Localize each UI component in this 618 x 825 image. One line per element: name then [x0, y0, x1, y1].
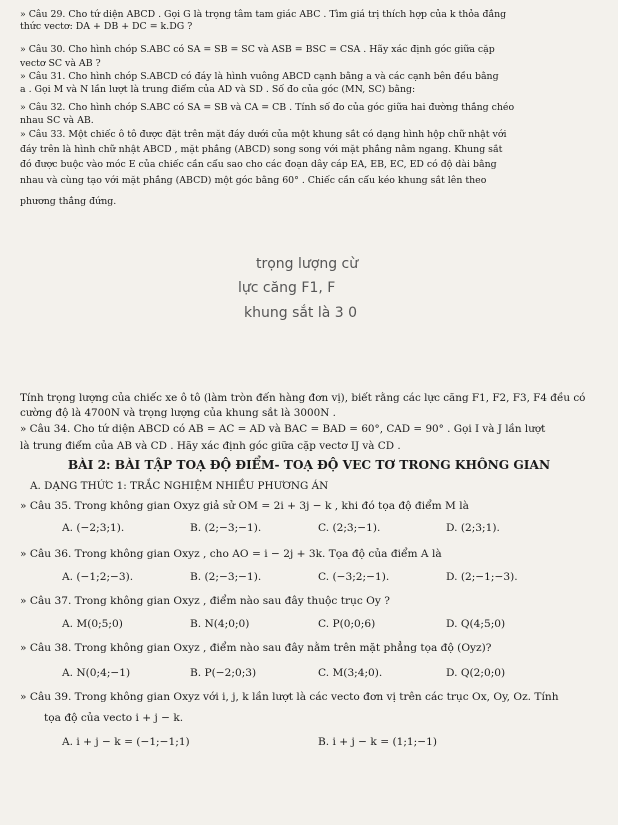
- text-line: » Câu 34. Cho tứ diện ABCD có AB = AC = AD và BAC = BAD = 60°, CAD = 90° . Gọi I và J lần lượt: [20, 423, 546, 435]
- option-d[interactable]: D. (2;−1;−3).: [446, 571, 518, 583]
- embedded-figure-text: [238, 248, 414, 368]
- question-stem: » Câu 36. Trong không gian Oxyz , cho AO = i − 2j + 3k. Tọa độ của điểm A là: [20, 548, 442, 560]
- option-c[interactable]: C. P(0;0;6): [318, 618, 376, 630]
- text-line: thức vectơ: DA + DB + DC = k.DG ?: [20, 21, 193, 32]
- question-stem: » Câu 39. Trong không gian Oxyz với i, j, k lần lượt là các vecto đơn vị trên các trục Ox, Oy, Oz. Tính: [20, 691, 559, 703]
- option-b[interactable]: B. (2;−3;−1).: [190, 522, 262, 534]
- text-line: đáy trên là hình chữ nhật ABCD , mặt phẳng (ABCD) song song với mặt phẳng nằm ngang. Khung sắt: [20, 144, 503, 155]
- text-line: nhau SC và AB.: [20, 115, 94, 126]
- section-title: BÀI 2: BÀI TẬP TOẠ ĐỘ ĐIỂM- TOẠ ĐỘ VEC TƠ TRONG KHÔNG GIAN: [67, 458, 551, 472]
- text-line: » Câu 33. Một chiếc ô tô được đặt trên mặt đáy dưới của một khung sắt có dạng hình hộp chữ nhật với: [20, 129, 507, 140]
- text-line: Tính trọng lượng của chiếc xe ô tô (làm tròn đến hàng đơn vị), biết rằng các lực căng F1, F2, F3, F4 đều có: [20, 392, 586, 404]
- text-line: » Câu 30. Cho hình chóp S.ABC có SA = SB = SC và ASB = BSC = CSA . Hãy xác định góc giữa cặp: [20, 44, 495, 55]
- text-line: » Câu 31. Cho hình chóp S.ABCD có đáy là hình vuông ABCD cạnh bằng a và các cạnh bên đều bằng: [20, 71, 499, 82]
- figure-caption-line: trọng lượng cừ: [256, 256, 359, 272]
- option-b[interactable]: B. (2;−3;−1).: [190, 571, 262, 583]
- option-c[interactable]: C. M(3;4;0).: [318, 667, 383, 679]
- question-stem: » Câu 35. Trong không gian Oxyz giả sử OM = 2i + 3j − k , khi đó tọa độ điểm M là: [20, 500, 469, 512]
- text-line: vectơ SC và AB ?: [20, 58, 101, 69]
- option-a[interactable]: A. i + j − k = (−1;−1;1): [62, 736, 190, 748]
- question-stem: » Câu 38. Trong không gian Oxyz , điểm nào sau đây nằm trên mặt phẳng tọa độ (Oyz)?: [20, 642, 492, 654]
- text-line: nhau và cùng tạo với mặt phẳng (ABCD) một góc bằng 60° . Chiếc cần cẩu kéo khung sắt lên theo: [20, 175, 487, 186]
- option-a[interactable]: A. N(0;4;−1): [62, 667, 131, 679]
- text-line: a . Gọi M và N lần lượt là trung điểm của AD và SD . Số đo của góc (MN, SC) bằng:: [20, 84, 416, 95]
- text-line: cường độ là 4700N và trọng lượng của khung sắt là 3000N .: [20, 407, 336, 419]
- text-line: đó được buộc vào móc E của chiếc cần cẩu sao cho các đoạn dây cáp EA, EB, EC, ED có độ dài bằng: [20, 159, 497, 170]
- text-line: » Câu 29. Cho tứ diện ABCD . Gọi G là trọng tâm tam giác ABC . Tìm giá trị thích hợp của k thỏa đẳng: [20, 9, 507, 20]
- figure-caption-line: khung sắt là 3 0: [244, 305, 358, 321]
- option-a[interactable]: A. M(0;5;0): [62, 618, 123, 630]
- option-d[interactable]: D. Q(2;0;0): [446, 667, 506, 679]
- text-line: » Câu 32. Cho hình chóp S.ABC có SA = SB và CA = CB . Tính số đo của góc giữa hai đường thẳng chéo: [20, 102, 515, 113]
- option-c[interactable]: C. (2;3;−1).: [318, 522, 381, 534]
- option-a[interactable]: A. (−2;3;1).: [62, 522, 125, 534]
- option-b[interactable]: B. i + j − k = (1;1;−1): [318, 736, 437, 748]
- option-a[interactable]: A. (−1;2;−3).: [62, 571, 134, 583]
- option-d[interactable]: D. Q(4;5;0): [446, 618, 506, 630]
- option-b[interactable]: B. P(−2;0;3): [190, 667, 257, 679]
- question-stem: » Câu 37. Trong không gian Oxyz , điểm nào sau đây thuộc trục Oy ?: [20, 595, 390, 607]
- subsection-heading: A. DẠNG THỨC 1: TRẮC NGHIỆM NHIỀU PHƯƠNG ÁN: [30, 480, 329, 492]
- option-d[interactable]: D. (2;3;1).: [446, 522, 500, 534]
- text-line: là trung điểm của AB và CD . Hãy xác định góc giữa cặp vectơ IJ và CD .: [20, 440, 401, 452]
- question-stem-continued: tọa độ của vecto i + j − k.: [44, 712, 184, 724]
- text-line: phương thẳng đứng.: [20, 196, 117, 207]
- figure-caption-line: lực căng F1, F: [238, 280, 336, 296]
- option-c[interactable]: C. (−3;2;−1).: [318, 571, 390, 583]
- option-b[interactable]: B. N(4;0;0): [190, 618, 250, 630]
